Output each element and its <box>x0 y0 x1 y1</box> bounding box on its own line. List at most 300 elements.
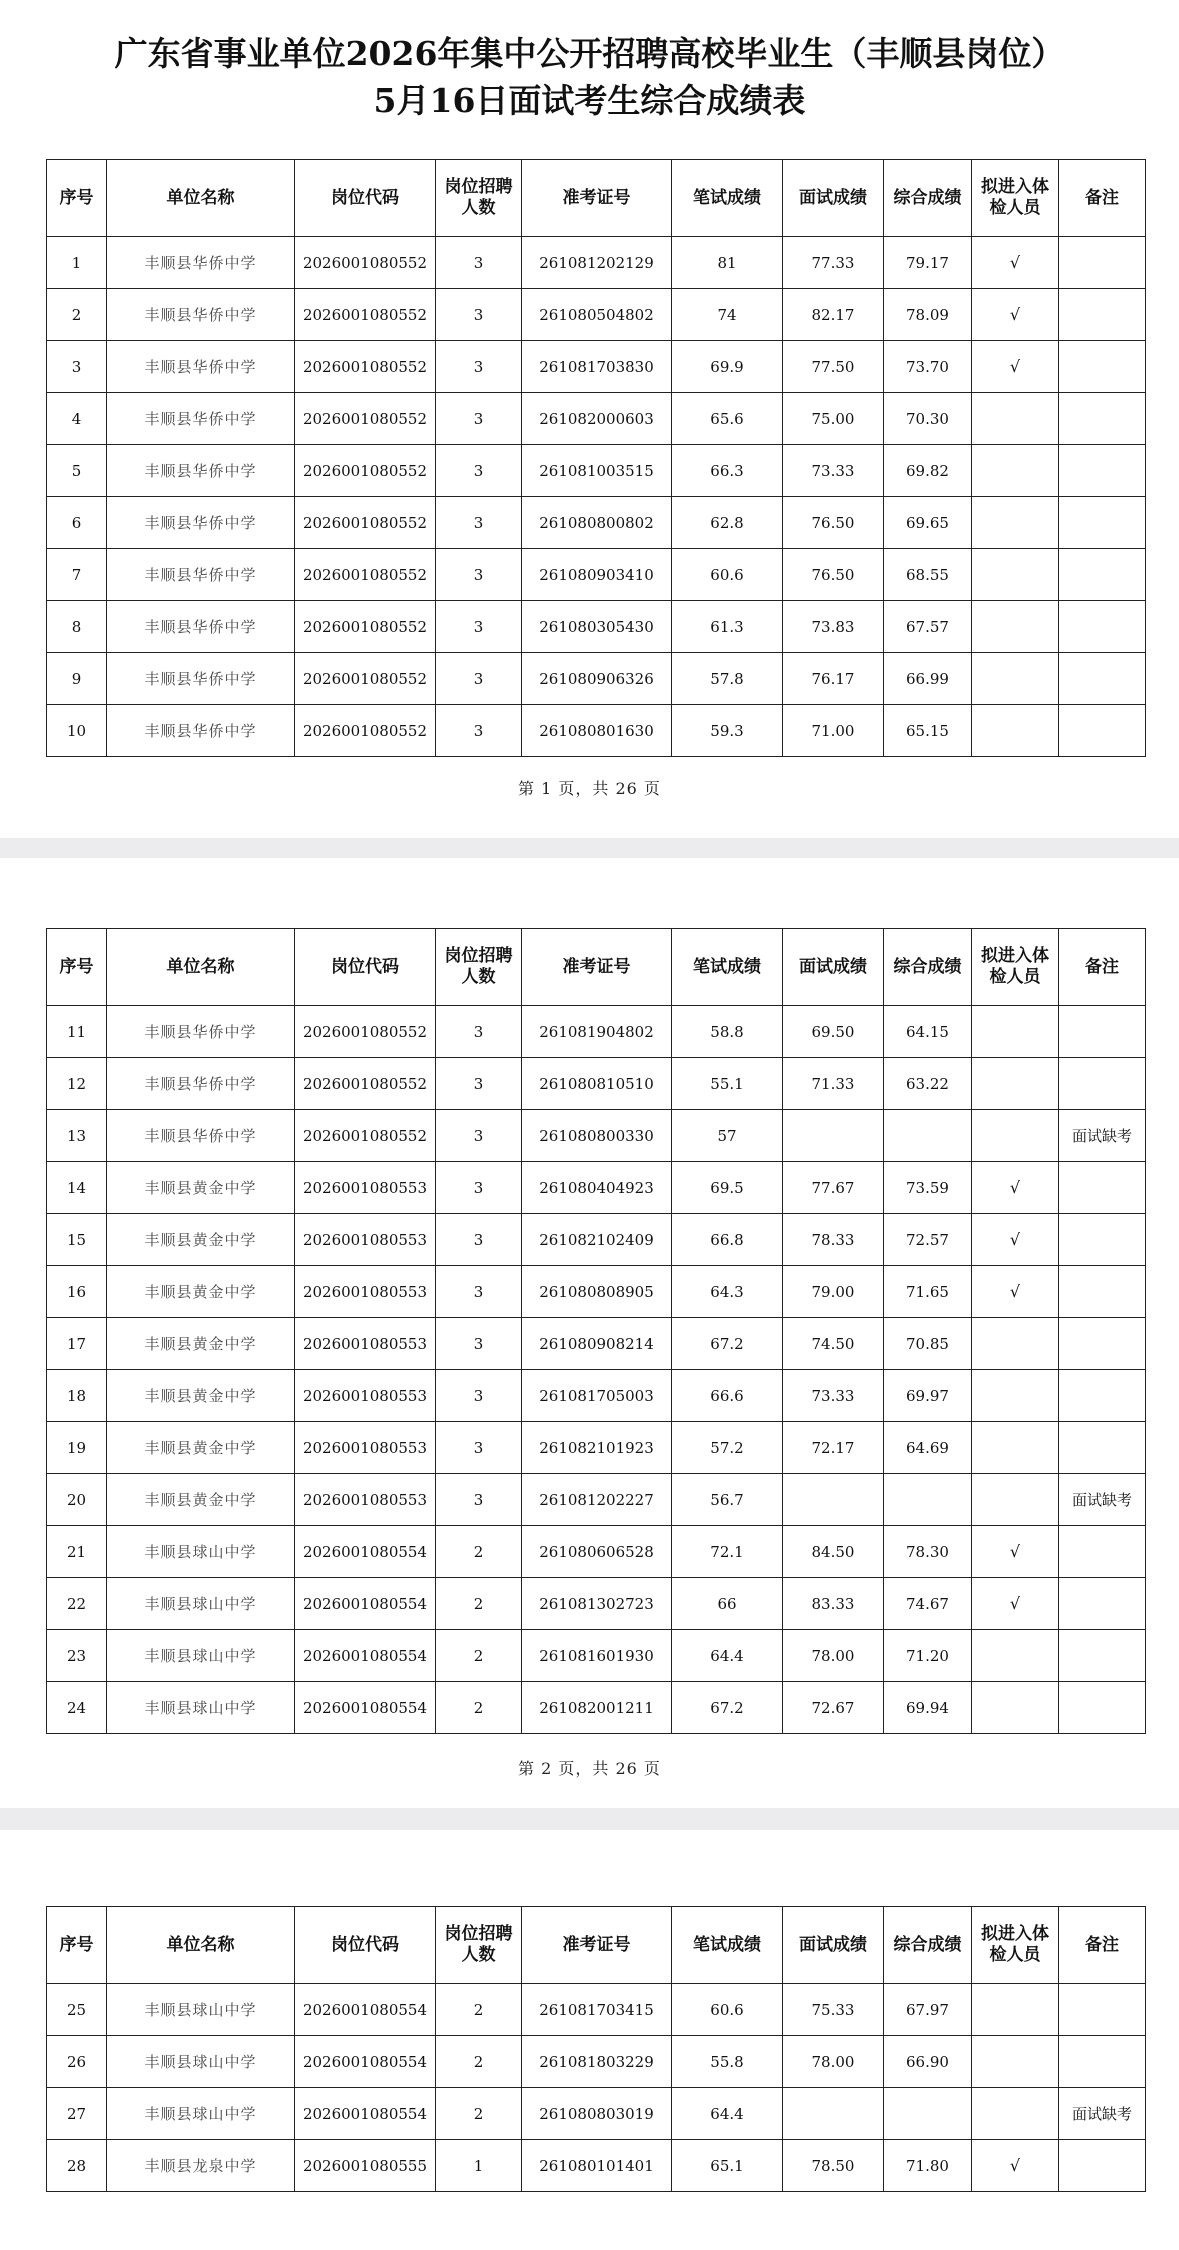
cell-interview-score: 78.00 <box>783 1630 884 1682</box>
cell-written-score: 57 <box>672 1110 783 1162</box>
cell-position-code: 2026001080553 <box>295 1370 436 1422</box>
cell-remark <box>1059 1266 1146 1318</box>
cell-physical-exam <box>972 445 1059 497</box>
cell-physical-exam: √ <box>972 341 1059 393</box>
cell-total-score: 78.30 <box>884 1526 972 1578</box>
cell-total-score: 68.55 <box>884 549 972 601</box>
cell-position-code: 2026001080554 <box>295 2036 436 2088</box>
cell-quota: 3 <box>436 1474 522 1526</box>
table-row <box>47 1162 1146 1214</box>
header-index: 序号 <box>47 929 107 1006</box>
cell-position-code: 2026001080553 <box>295 1162 436 1214</box>
cell-index: 6 <box>47 497 107 549</box>
cell-interview-score: 72.17 <box>783 1422 884 1474</box>
cell-quota: 3 <box>436 1110 522 1162</box>
header-admission-ticket: 准考证号 <box>522 160 672 237</box>
page-footer-2: 第 2 页，共 26 页 <box>518 1759 661 1778</box>
cell-position-code: 2026001080553 <box>295 1266 436 1318</box>
cell-admission-ticket: 261080800330 <box>522 1110 672 1162</box>
header-total-score: 综合成绩 <box>884 160 972 237</box>
cell-written-score: 61.3 <box>672 601 783 653</box>
cell-total-score: 69.82 <box>884 445 972 497</box>
header-unit-name: 单位名称 <box>107 160 295 237</box>
cell-position-code: 2026001080554 <box>295 1578 436 1630</box>
cell-interview-score: 75.33 <box>783 1984 884 2036</box>
cell-total-score: 69.65 <box>884 497 972 549</box>
cell-remark <box>1059 1006 1146 1058</box>
cell-written-score: 66.3 <box>672 445 783 497</box>
cell-unit-name: 丰顺县华侨中学 <box>107 289 295 341</box>
cell-interview-score: 75.00 <box>783 393 884 445</box>
cell-unit-name: 丰顺县黄金中学 <box>107 1318 295 1370</box>
header-admission-ticket: 准考证号 <box>522 929 672 1006</box>
header-remark: 备注 <box>1059 929 1146 1006</box>
cell-position-code: 2026001080552 <box>295 601 436 653</box>
cell-interview-score: 74.50 <box>783 1318 884 1370</box>
cell-quota: 2 <box>436 2036 522 2088</box>
cell-position-code: 2026001080552 <box>295 289 436 341</box>
cell-admission-ticket: 261082001211 <box>522 1682 672 1734</box>
cell-written-score: 66.8 <box>672 1214 783 1266</box>
header-interview-score: 面试成绩 <box>783 160 884 237</box>
cell-quota: 3 <box>436 653 522 705</box>
cell-remark <box>1059 1058 1146 1110</box>
document-page-3 <box>0 1830 1179 2250</box>
cell-interview-score: 76.50 <box>783 497 884 549</box>
cell-written-score: 60.6 <box>672 1984 783 2036</box>
cell-admission-ticket: 261080810510 <box>522 1058 672 1110</box>
cell-total-score: 71.20 <box>884 1630 972 1682</box>
cell-written-score: 56.7 <box>672 1474 783 1526</box>
cell-total-score: 70.30 <box>884 393 972 445</box>
cell-interview-score: 78.33 <box>783 1214 884 1266</box>
cell-quota: 1 <box>436 2140 522 2192</box>
header-position-code: 岗位代码 <box>295 929 436 1006</box>
cell-remark <box>1059 393 1146 445</box>
cell-admission-ticket: 261080305430 <box>522 601 672 653</box>
cell-physical-exam <box>972 705 1059 757</box>
table-row <box>47 393 1146 445</box>
cell-unit-name: 丰顺县华侨中学 <box>107 549 295 601</box>
cell-remark <box>1059 2140 1146 2192</box>
cell-remark: 面试缺考 <box>1059 1474 1146 1526</box>
cell-index: 26 <box>47 2036 107 2088</box>
cell-quota: 3 <box>436 1318 522 1370</box>
cell-unit-name: 丰顺县黄金中学 <box>107 1370 295 1422</box>
cell-unit-name: 丰顺县华侨中学 <box>107 341 295 393</box>
cell-remark <box>1059 653 1146 705</box>
cell-admission-ticket: 261080800802 <box>522 497 672 549</box>
cell-position-code: 2026001080552 <box>295 393 436 445</box>
header-total-score: 综合成绩 <box>884 1907 972 1984</box>
cell-admission-ticket: 261081703830 <box>522 341 672 393</box>
cell-physical-exam: √ <box>972 289 1059 341</box>
cell-interview-score: 71.00 <box>783 705 884 757</box>
cell-admission-ticket: 261080803019 <box>522 2088 672 2140</box>
cell-total-score: 66.90 <box>884 2036 972 2088</box>
cell-remark <box>1059 705 1146 757</box>
cell-physical-exam: √ <box>972 1526 1059 1578</box>
header-written-score: 笔试成绩 <box>672 1907 783 1984</box>
cell-admission-ticket: 261081803229 <box>522 2036 672 2088</box>
cell-quota: 3 <box>436 497 522 549</box>
cell-written-score: 57.2 <box>672 1422 783 1474</box>
cell-position-code: 2026001080554 <box>295 1682 436 1734</box>
cell-total-score: 71.80 <box>884 2140 972 2192</box>
cell-remark <box>1059 1630 1146 1682</box>
cell-admission-ticket: 261081202129 <box>522 237 672 289</box>
table-row <box>47 1006 1146 1058</box>
header-interview-score: 面试成绩 <box>783 929 884 1006</box>
table-header-row <box>47 929 1146 1006</box>
cell-quota: 3 <box>436 705 522 757</box>
cell-physical-exam <box>972 1370 1059 1422</box>
table-row <box>47 237 1146 289</box>
cell-written-score: 81 <box>672 237 783 289</box>
title-line-2: 5月16日面试考生综合成绩表 <box>373 81 806 120</box>
cell-unit-name: 丰顺县华侨中学 <box>107 705 295 757</box>
cell-admission-ticket: 261081302723 <box>522 1578 672 1630</box>
cell-physical-exam <box>972 393 1059 445</box>
cell-remark <box>1059 1422 1146 1474</box>
cell-admission-ticket: 261080606528 <box>522 1526 672 1578</box>
cell-remark <box>1059 1984 1146 2036</box>
table-row <box>47 1682 1146 1734</box>
cell-quota: 3 <box>436 237 522 289</box>
cell-written-score: 64.4 <box>672 2088 783 2140</box>
cell-written-score: 64.4 <box>672 1630 783 1682</box>
cell-remark <box>1059 601 1146 653</box>
cell-written-score: 72.1 <box>672 1526 783 1578</box>
cell-unit-name: 丰顺县华侨中学 <box>107 393 295 445</box>
cell-index: 13 <box>47 1110 107 1162</box>
cell-position-code: 2026001080553 <box>295 1474 436 1526</box>
cell-physical-exam <box>972 549 1059 601</box>
cell-quota: 2 <box>436 1682 522 1734</box>
table-row <box>47 289 1146 341</box>
document-title <box>0 30 1179 124</box>
cell-interview-score: 76.50 <box>783 549 884 601</box>
header-written-score: 笔试成绩 <box>672 160 783 237</box>
cell-admission-ticket: 261081003515 <box>522 445 672 497</box>
cell-unit-name: 丰顺县黄金中学 <box>107 1266 295 1318</box>
cell-remark <box>1059 497 1146 549</box>
cell-index: 19 <box>47 1422 107 1474</box>
cell-interview-score: 77.50 <box>783 341 884 393</box>
cell-total-score: 69.97 <box>884 1370 972 1422</box>
cell-unit-name: 丰顺县华侨中学 <box>107 497 295 549</box>
cell-total-score: 65.15 <box>884 705 972 757</box>
cell-written-score: 65.1 <box>672 2140 783 2192</box>
cell-physical-exam: √ <box>972 1578 1059 1630</box>
cell-admission-ticket: 261081601930 <box>522 1630 672 1682</box>
cell-total-score: 71.65 <box>884 1266 972 1318</box>
cell-total-score: 74.67 <box>884 1578 972 1630</box>
cell-physical-exam <box>972 601 1059 653</box>
cell-admission-ticket: 261082101923 <box>522 1422 672 1474</box>
table-row <box>47 601 1146 653</box>
cell-position-code: 2026001080552 <box>295 1110 436 1162</box>
cell-remark <box>1059 289 1146 341</box>
cell-unit-name: 丰顺县球山中学 <box>107 1682 295 1734</box>
table-row <box>47 1266 1146 1318</box>
cell-index: 10 <box>47 705 107 757</box>
cell-position-code: 2026001080552 <box>295 705 436 757</box>
cell-physical-exam <box>972 2088 1059 2140</box>
header-quota: 岗位招聘 人数 <box>436 929 522 1006</box>
cell-position-code: 2026001080552 <box>295 549 436 601</box>
cell-unit-name: 丰顺县黄金中学 <box>107 1474 295 1526</box>
header-index: 序号 <box>47 1907 107 1984</box>
cell-unit-name: 丰顺县球山中学 <box>107 1578 295 1630</box>
table-row <box>47 1630 1146 1682</box>
cell-total-score <box>884 1474 972 1526</box>
header-interview-score: 面试成绩 <box>783 1907 884 1984</box>
cell-admission-ticket: 261080906326 <box>522 653 672 705</box>
cell-index: 1 <box>47 237 107 289</box>
cell-quota: 3 <box>436 289 522 341</box>
cell-total-score: 67.57 <box>884 601 972 653</box>
table-row <box>47 549 1146 601</box>
cell-position-code: 2026001080552 <box>295 1058 436 1110</box>
header-quota: 岗位招聘 人数 <box>436 160 522 237</box>
cell-unit-name: 丰顺县黄金中学 <box>107 1422 295 1474</box>
table-row <box>47 1370 1146 1422</box>
cell-position-code: 2026001080554 <box>295 2088 436 2140</box>
cell-physical-exam <box>972 1630 1059 1682</box>
cell-unit-name: 丰顺县华侨中学 <box>107 1006 295 1058</box>
cell-index: 5 <box>47 445 107 497</box>
cell-remark <box>1059 1370 1146 1422</box>
cell-admission-ticket: 261081703415 <box>522 1984 672 2036</box>
cell-physical-exam <box>972 1318 1059 1370</box>
cell-admission-ticket: 261080908214 <box>522 1318 672 1370</box>
cell-quota: 3 <box>436 1058 522 1110</box>
cell-position-code: 2026001080554 <box>295 1630 436 1682</box>
cell-admission-ticket: 261081904802 <box>522 1006 672 1058</box>
cell-unit-name: 丰顺县黄金中学 <box>107 1214 295 1266</box>
header-position-code: 岗位代码 <box>295 160 436 237</box>
cell-interview-score: 73.83 <box>783 601 884 653</box>
cell-total-score: 66.99 <box>884 653 972 705</box>
cell-admission-ticket: 261080101401 <box>522 2140 672 2192</box>
cell-quota: 3 <box>436 393 522 445</box>
cell-quota: 2 <box>436 1526 522 1578</box>
cell-unit-name: 丰顺县华侨中学 <box>107 1110 295 1162</box>
cell-physical-exam: √ <box>972 1266 1059 1318</box>
cell-total-score: 70.85 <box>884 1318 972 1370</box>
header-physical-exam: 拟进入体 检人员 <box>972 160 1059 237</box>
cell-index: 18 <box>47 1370 107 1422</box>
cell-total-score: 79.17 <box>884 237 972 289</box>
cell-index: 15 <box>47 1214 107 1266</box>
cell-index: 14 <box>47 1162 107 1214</box>
cell-position-code: 2026001080555 <box>295 2140 436 2192</box>
cell-quota: 2 <box>436 1630 522 1682</box>
cell-unit-name: 丰顺县华侨中学 <box>107 237 295 289</box>
cell-index: 2 <box>47 289 107 341</box>
cell-total-score <box>884 1110 972 1162</box>
cell-admission-ticket: 261081705003 <box>522 1370 672 1422</box>
cell-total-score: 73.70 <box>884 341 972 393</box>
cell-index: 16 <box>47 1266 107 1318</box>
table-row <box>47 1422 1146 1474</box>
table-row <box>47 2140 1146 2192</box>
cell-written-score: 69.5 <box>672 1162 783 1214</box>
cell-admission-ticket: 261081202227 <box>522 1474 672 1526</box>
cell-position-code: 2026001080552 <box>295 497 436 549</box>
cell-position-code: 2026001080552 <box>295 237 436 289</box>
header-written-score: 笔试成绩 <box>672 929 783 1006</box>
header-physical-exam: 拟进入体 检人员 <box>972 929 1059 1006</box>
cell-total-score <box>884 2088 972 2140</box>
cell-index: 3 <box>47 341 107 393</box>
cell-position-code: 2026001080553 <box>295 1422 436 1474</box>
cell-physical-exam <box>972 653 1059 705</box>
cell-quota: 2 <box>436 1578 522 1630</box>
cell-admission-ticket: 261080504802 <box>522 289 672 341</box>
cell-physical-exam <box>972 1474 1059 1526</box>
cell-index: 17 <box>47 1318 107 1370</box>
cell-interview-score: 82.17 <box>783 289 884 341</box>
cell-unit-name: 丰顺县球山中学 <box>107 2036 295 2088</box>
score-table-page-2 <box>46 928 1146 1734</box>
cell-admission-ticket: 261080808905 <box>522 1266 672 1318</box>
cell-remark <box>1059 237 1146 289</box>
cell-interview-score: 78.00 <box>783 2036 884 2088</box>
table-row <box>47 705 1146 757</box>
cell-remark <box>1059 2036 1146 2088</box>
cell-physical-exam: √ <box>972 237 1059 289</box>
cell-total-score: 72.57 <box>884 1214 972 1266</box>
table-row <box>47 653 1146 705</box>
cell-remark <box>1059 1682 1146 1734</box>
header-remark: 备注 <box>1059 1907 1146 1984</box>
cell-physical-exam <box>972 1058 1059 1110</box>
cell-physical-exam: √ <box>972 2140 1059 2192</box>
cell-remark <box>1059 1214 1146 1266</box>
cell-interview-score: 77.67 <box>783 1162 884 1214</box>
cell-interview-score: 83.33 <box>783 1578 884 1630</box>
cell-interview-score: 72.67 <box>783 1682 884 1734</box>
cell-index: 4 <box>47 393 107 445</box>
cell-quota: 3 <box>436 1370 522 1422</box>
cell-total-score: 64.15 <box>884 1006 972 1058</box>
cell-physical-exam <box>972 497 1059 549</box>
cell-admission-ticket: 261082000603 <box>522 393 672 445</box>
table-row <box>47 1110 1146 1162</box>
table-row <box>47 341 1146 393</box>
cell-written-score: 58.8 <box>672 1006 783 1058</box>
cell-admission-ticket: 261080801630 <box>522 705 672 757</box>
cell-unit-name: 丰顺县华侨中学 <box>107 653 295 705</box>
cell-quota: 3 <box>436 549 522 601</box>
cell-interview-score: 78.50 <box>783 2140 884 2192</box>
cell-index: 7 <box>47 549 107 601</box>
cell-remark <box>1059 549 1146 601</box>
cell-written-score: 65.6 <box>672 393 783 445</box>
cell-written-score: 69.9 <box>672 341 783 393</box>
cell-remark <box>1059 1526 1146 1578</box>
cell-position-code: 2026001080553 <box>295 1214 436 1266</box>
cell-position-code: 2026001080554 <box>295 1984 436 2036</box>
cell-interview-score: 69.50 <box>783 1006 884 1058</box>
cell-physical-exam: √ <box>972 1162 1059 1214</box>
cell-written-score: 67.2 <box>672 1682 783 1734</box>
cell-unit-name: 丰顺县华侨中学 <box>107 445 295 497</box>
cell-admission-ticket: 261082102409 <box>522 1214 672 1266</box>
cell-position-code: 2026001080552 <box>295 653 436 705</box>
header-unit-name: 单位名称 <box>107 929 295 1006</box>
cell-physical-exam: √ <box>972 1214 1059 1266</box>
cell-remark <box>1059 1318 1146 1370</box>
cell-written-score: 66.6 <box>672 1370 783 1422</box>
cell-written-score: 74 <box>672 289 783 341</box>
table-row <box>47 1214 1146 1266</box>
cell-total-score: 73.59 <box>884 1162 972 1214</box>
table-row <box>47 2036 1146 2088</box>
cell-position-code: 2026001080553 <box>295 1318 436 1370</box>
cell-unit-name: 丰顺县龙泉中学 <box>107 2140 295 2192</box>
cell-unit-name: 丰顺县球山中学 <box>107 1526 295 1578</box>
cell-unit-name: 丰顺县华侨中学 <box>107 1058 295 1110</box>
cell-remark <box>1059 445 1146 497</box>
cell-written-score: 55.8 <box>672 2036 783 2088</box>
cell-physical-exam <box>972 1110 1059 1162</box>
table-header-row <box>47 1907 1146 1984</box>
table-row <box>47 445 1146 497</box>
cell-written-score: 66 <box>672 1578 783 1630</box>
cell-interview-score: 77.33 <box>783 237 884 289</box>
cell-unit-name: 丰顺县球山中学 <box>107 1984 295 2036</box>
cell-remark <box>1059 341 1146 393</box>
cell-interview-score <box>783 1474 884 1526</box>
cell-physical-exam <box>972 1984 1059 2036</box>
cell-quota: 3 <box>436 1214 522 1266</box>
cell-interview-score: 71.33 <box>783 1058 884 1110</box>
cell-total-score: 64.69 <box>884 1422 972 1474</box>
header-position-code: 岗位代码 <box>295 1907 436 1984</box>
cell-physical-exam <box>972 1682 1059 1734</box>
cell-quota: 3 <box>436 1266 522 1318</box>
cell-written-score: 59.3 <box>672 705 783 757</box>
cell-written-score: 60.6 <box>672 549 783 601</box>
table-row <box>47 1318 1146 1370</box>
cell-interview-score: 76.17 <box>783 653 884 705</box>
cell-remark: 面试缺考 <box>1059 1110 1146 1162</box>
cell-quota: 3 <box>436 1162 522 1214</box>
cell-index: 25 <box>47 1984 107 2036</box>
score-table-page-3 <box>46 1906 1146 2192</box>
cell-index: 23 <box>47 1630 107 1682</box>
cell-remark <box>1059 1162 1146 1214</box>
cell-written-score: 57.8 <box>672 653 783 705</box>
cell-admission-ticket: 261080903410 <box>522 549 672 601</box>
table-row <box>47 1474 1146 1526</box>
cell-interview-score: 73.33 <box>783 445 884 497</box>
table-row <box>47 1984 1146 2036</box>
cell-quota: 3 <box>436 1006 522 1058</box>
cell-written-score: 67.2 <box>672 1318 783 1370</box>
page-footer-1: 第 1 页，共 26 页 <box>518 779 661 798</box>
header-total-score: 综合成绩 <box>884 929 972 1006</box>
table-row <box>47 1058 1146 1110</box>
header-index: 序号 <box>47 160 107 237</box>
header-physical-exam: 拟进入体 检人员 <box>972 1907 1059 1984</box>
table-row <box>47 1526 1146 1578</box>
cell-physical-exam <box>972 1422 1059 1474</box>
cell-quota: 3 <box>436 1422 522 1474</box>
